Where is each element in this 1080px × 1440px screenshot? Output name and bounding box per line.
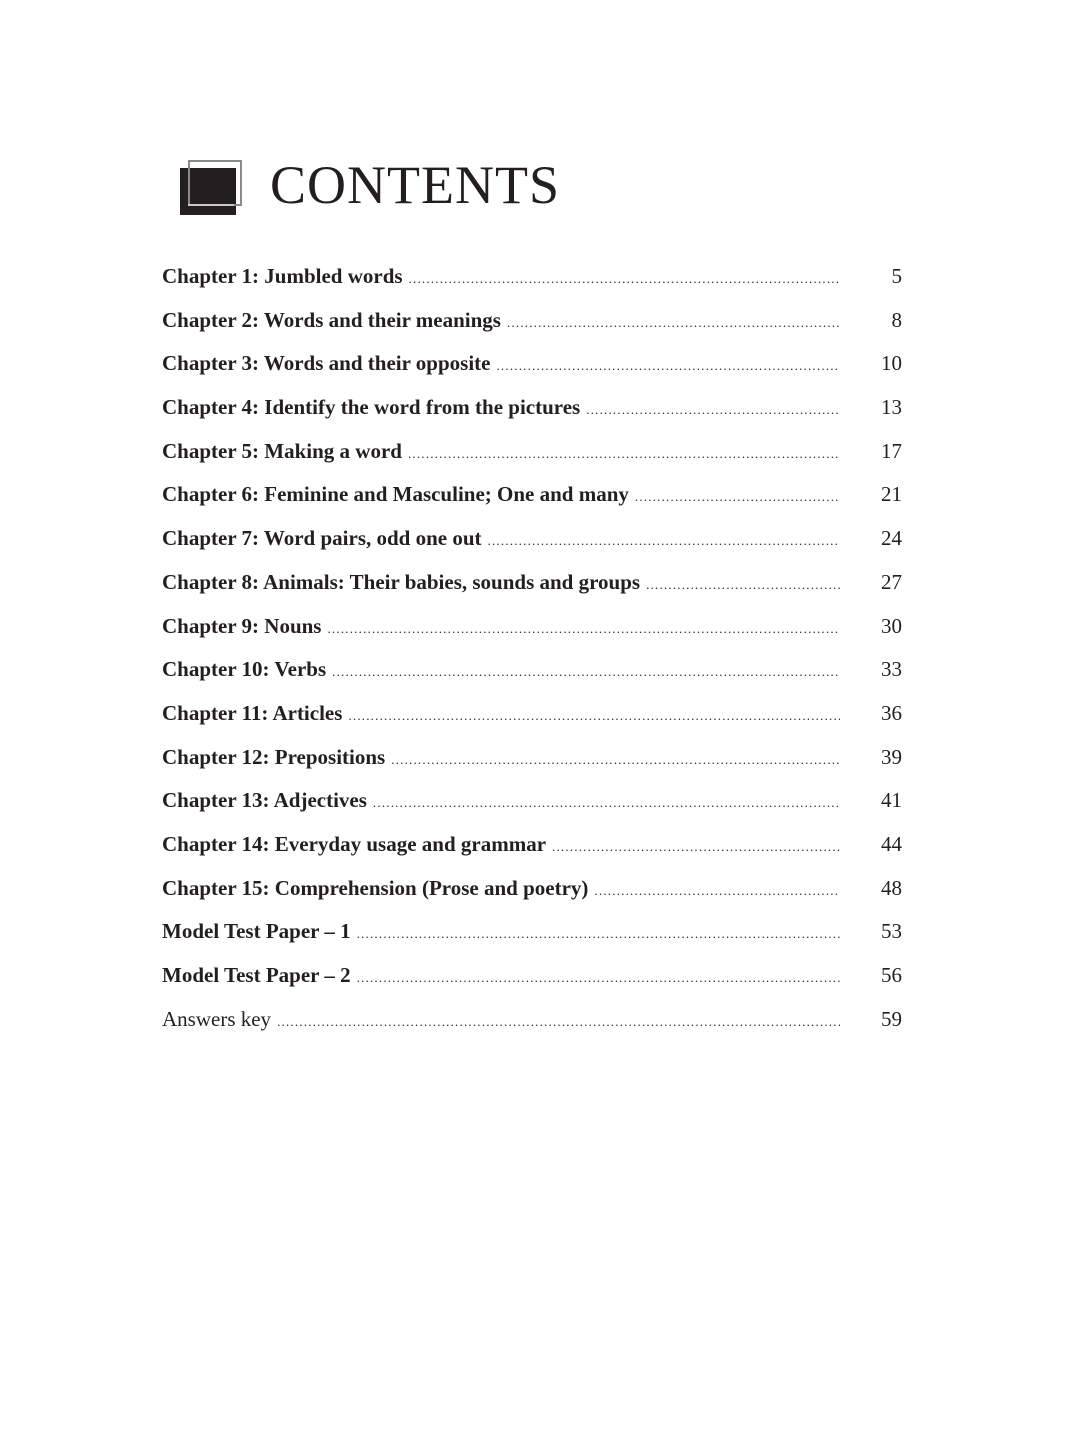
dot-leader: [488, 526, 840, 556]
toc-entry[interactable]: [162, 916, 902, 960]
toc-entry-title: Chapter 7: Word pairs, odd one out: [162, 526, 482, 551]
toc-entry[interactable]: [162, 698, 902, 742]
toc-entry-title: Model Test Paper – 2: [162, 963, 351, 987]
toc-entry-title: Chapter 3: Words and their opposite: [162, 351, 491, 376]
toc-entry-title: Chapter 4: Identify the word from the pictures: [162, 395, 581, 420]
toc-entry-page-number: 48: [881, 875, 902, 900]
dot-leader: [277, 1007, 840, 1037]
toc-entry-page-number: 8: [891, 307, 902, 332]
dot-leader: [646, 570, 840, 600]
dot-leader: [327, 614, 840, 644]
toc-entry-page-number: 5: [891, 264, 902, 288]
dot-leader: [635, 482, 840, 512]
toc-entry[interactable]: [162, 873, 902, 917]
toc-entry-title: Chapter 6: Feminine and Masculine; One and many: [162, 482, 629, 507]
dot-leader: [586, 395, 840, 425]
toc-entry[interactable]: [162, 829, 902, 873]
toc-entry[interactable]: [162, 261, 902, 305]
toc-entry-title: Chapter 13: Adjectives: [162, 788, 367, 813]
toc-entry-title: Chapter 11: Articles: [162, 700, 343, 725]
dot-leader: [348, 701, 840, 731]
toc-entry-page-number: 24: [881, 526, 902, 551]
toc-entry[interactable]: [162, 523, 902, 567]
toc-entry[interactable]: [162, 305, 902, 349]
toc-entry-page-number: 13: [881, 395, 902, 420]
toc-entry-title: Chapter 5: Making a word: [162, 438, 402, 463]
dot-leader: [357, 963, 840, 993]
toc-entry-title: Chapter 12: Prepositions: [162, 744, 386, 769]
toc-entry-title: Chapter 8: Animals: Their babies, sounds and groups: [162, 569, 641, 594]
dot-leader: [507, 308, 840, 338]
toc-entry[interactable]: [162, 785, 902, 829]
toc-entry-title: Chapter 2: Words and their meanings: [162, 307, 501, 332]
toc-entry-page-number: 36: [881, 700, 902, 725]
toc-entry[interactable]: [162, 567, 902, 611]
dot-leader: [332, 657, 840, 687]
toc-entry-title: Chapter 1: Jumbled words: [162, 264, 403, 288]
dot-leader: [552, 832, 840, 862]
toc-entry-page-number: 59: [881, 1006, 902, 1031]
page-title: CONTENTS: [270, 155, 560, 215]
toc-entry[interactable]: [162, 611, 902, 655]
toc-entry-page-number: 27: [881, 569, 902, 594]
toc-entry-page-number: 56: [881, 963, 902, 987]
toc-entry-title: Chapter 9: Nouns: [162, 613, 322, 638]
toc-entry-page-number: 21: [881, 482, 902, 507]
toc-entry[interactable]: [162, 479, 902, 523]
stacked-squares-icon: [178, 152, 248, 218]
toc-entry-title: Chapter 10: Verbs: [162, 657, 327, 682]
toc-entry-title: Answers key: [162, 1006, 272, 1031]
table-of-contents: [162, 261, 902, 1047]
dot-leader: [357, 919, 840, 949]
toc-entry[interactable]: [162, 742, 902, 786]
toc-entry-page-number: 10: [881, 351, 902, 376]
outline-square-shape: [188, 160, 242, 206]
toc-entry[interactable]: [162, 1004, 902, 1048]
toc-entry[interactable]: [162, 392, 902, 436]
highlight-line-shape: [188, 204, 234, 206]
toc-entry-page-number: 41: [881, 788, 902, 813]
dot-leader: [408, 439, 840, 469]
dot-leader: [391, 745, 840, 775]
toc-entry-page-number: 44: [881, 831, 902, 856]
toc-entry[interactable]: [162, 654, 902, 698]
toc-entry-title: Chapter 15: Comprehension (Prose and poetry): [162, 875, 589, 900]
contents-heading: [178, 150, 560, 220]
toc-entry-title: Model Test Paper – 1: [162, 919, 351, 944]
toc-entry[interactable]: [162, 436, 902, 480]
dot-leader: [409, 264, 840, 294]
toc-entry-page-number: 30: [881, 613, 902, 638]
dot-leader: [594, 876, 840, 906]
dot-leader: [373, 788, 840, 818]
toc-entry-page-number: 17: [881, 438, 902, 463]
toc-entry-page-number: 39: [881, 744, 902, 769]
toc-entry[interactable]: [162, 960, 902, 1004]
toc-entry-page-number: 53: [881, 919, 902, 944]
dot-leader: [496, 351, 840, 381]
toc-entry[interactable]: [162, 348, 902, 392]
toc-entry-title: Chapter 14: Everyday usage and grammar: [162, 831, 547, 856]
toc-entry-page-number: 33: [881, 657, 902, 682]
